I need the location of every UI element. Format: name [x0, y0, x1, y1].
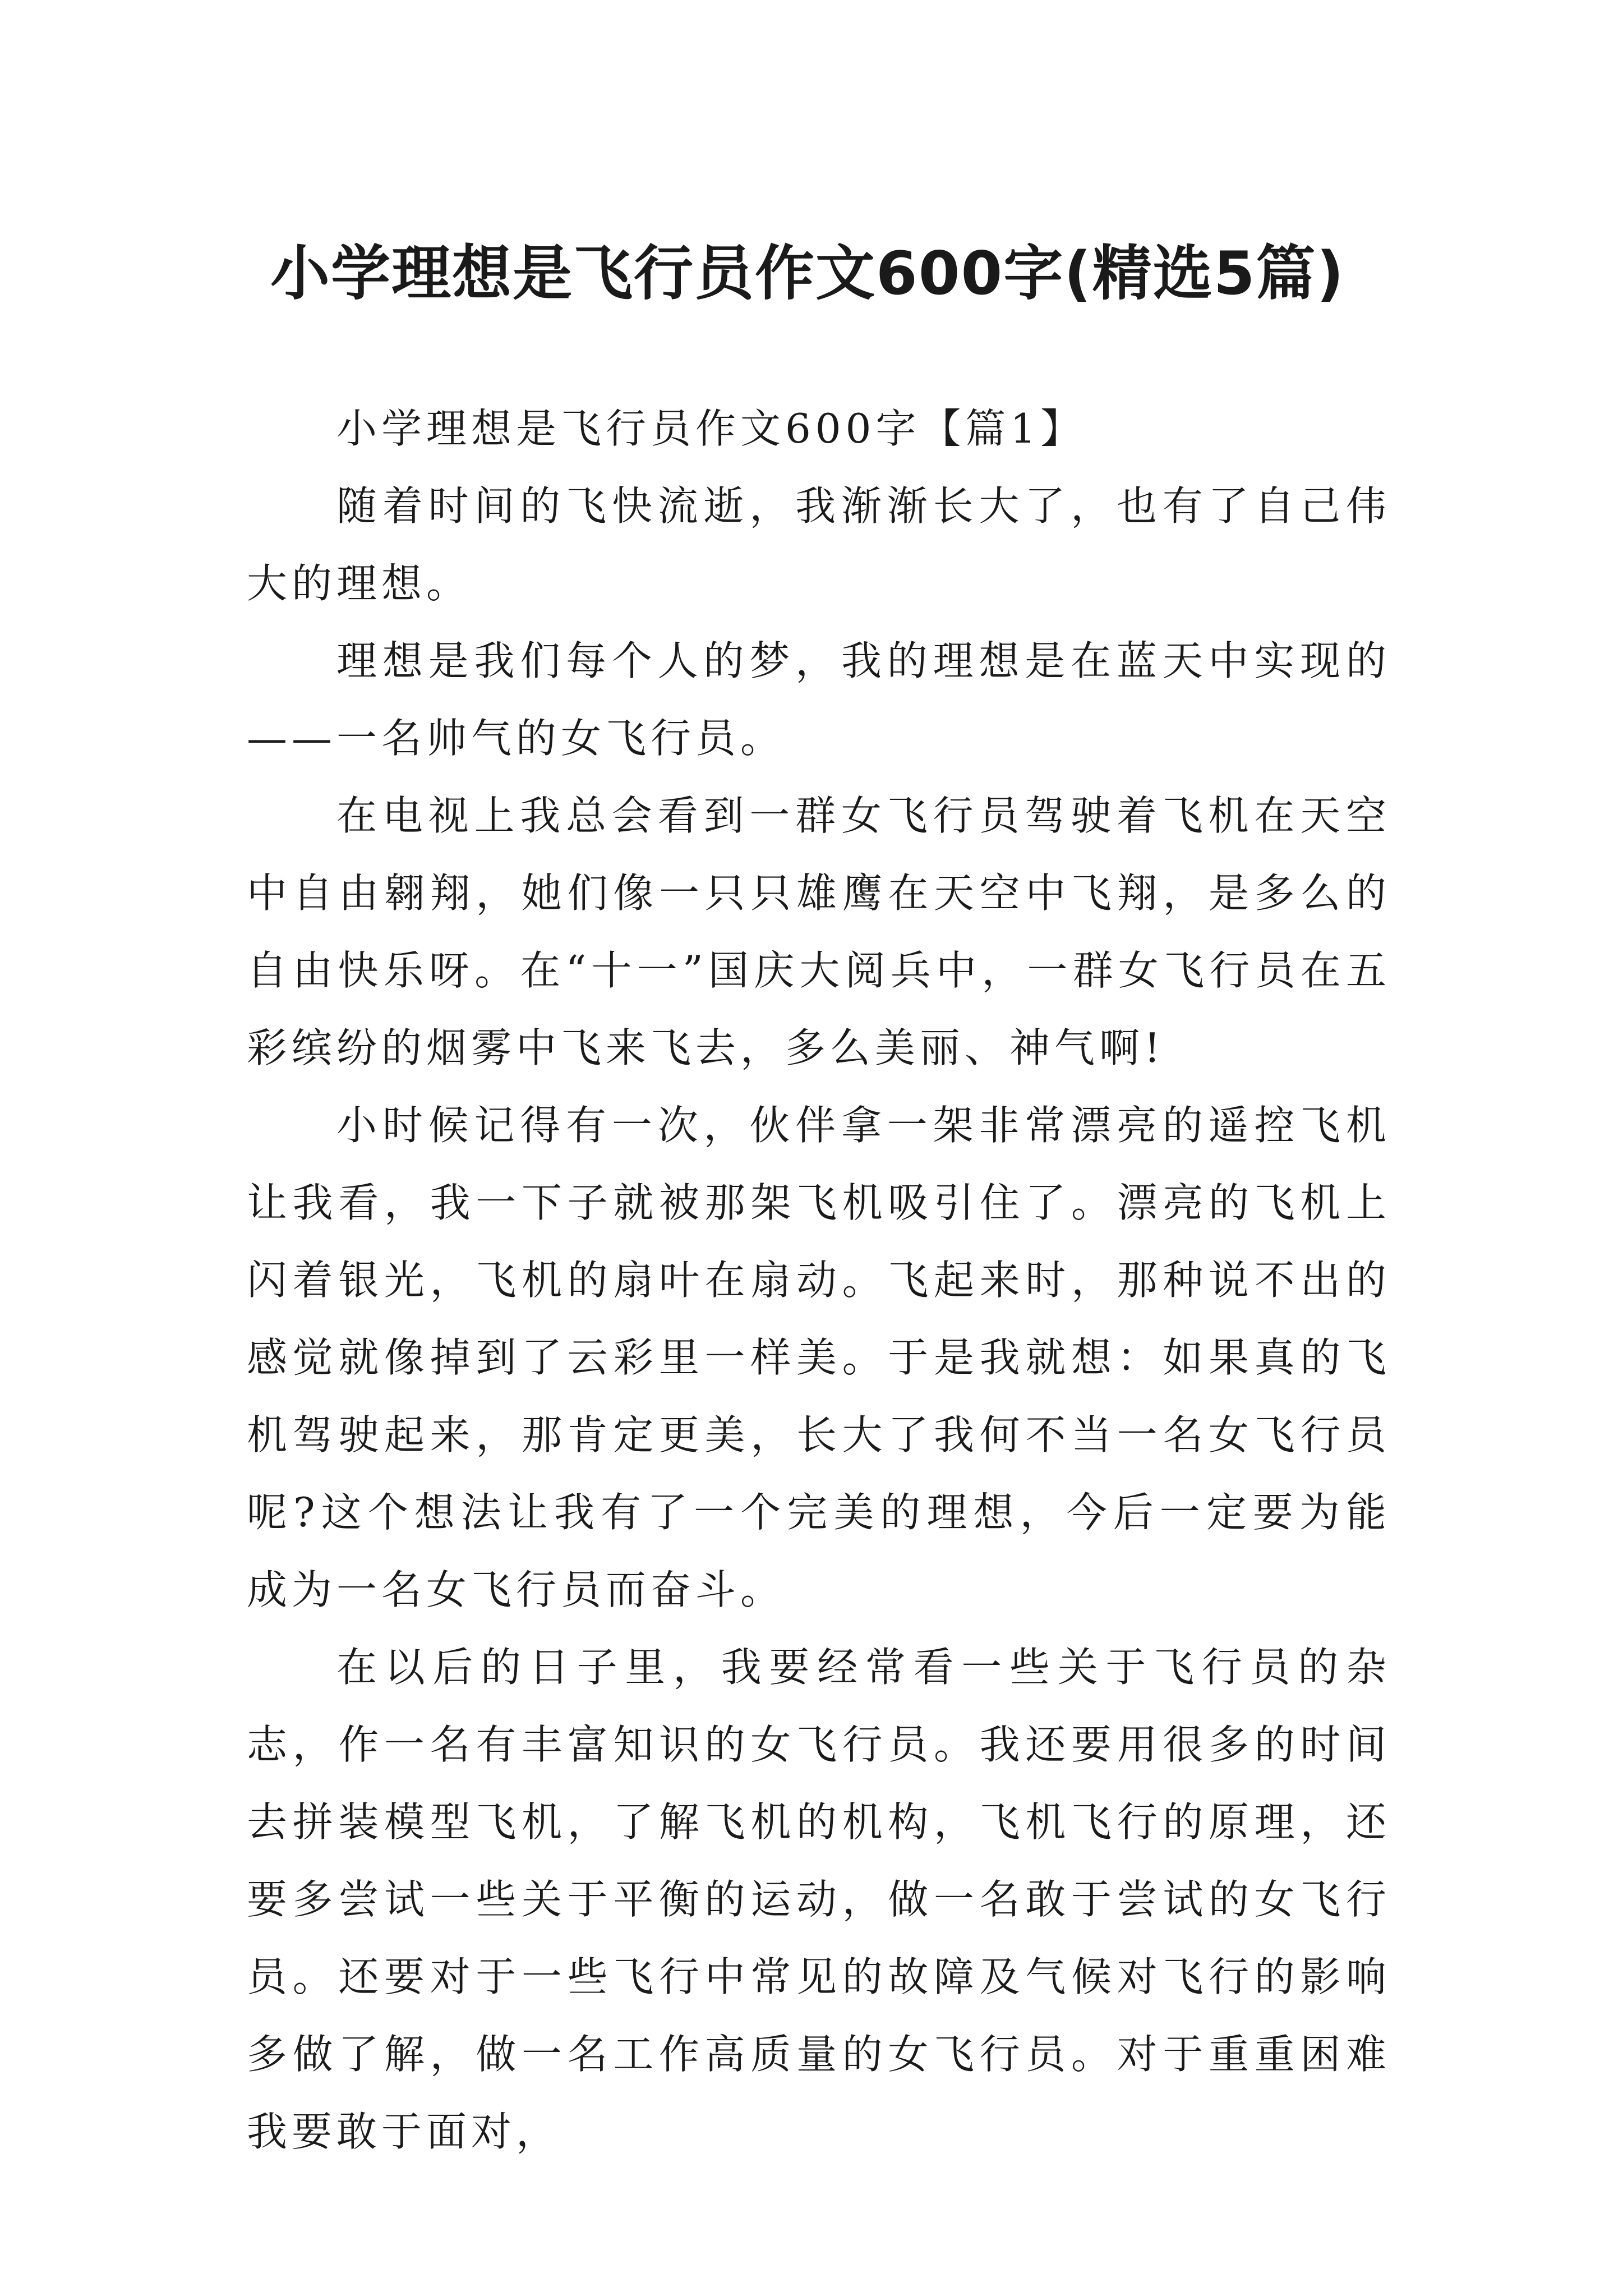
section-heading: 小学理想是飞行员作文600字【篇1】 — [336, 405, 1086, 452]
paragraph: 在以后的日子里，我要经常看一些关于飞行员的杂志，作一名有丰富知识的女飞行员。我还要用很多的时间去拼装模型飞机，了解飞机的机构，飞机飞行的原理，还要多尝试一些关于平衡的运动，做一名敢于尝试的女飞行员。还要对于一些飞行中常见的故障及气候对飞行的影响多做了解，做一名工作高质量的女飞行员。对于重重困难我要敢于面对， — [247, 1644, 1391, 2155]
document-title: 小学理想是飞行员作文600字(精选5篇) — [270, 239, 1345, 309]
paragraph: 理想是我们每个人的梦，我的理想是在蓝天中实现的——一名帅气的女飞行员。 — [247, 637, 1391, 762]
paragraph: 随着时间的飞快流逝，我渐渐长大了，也有了自己伟大的理想。 — [247, 482, 1391, 607]
paragraph: 小时候记得有一次，伙伴拿一架非常漂亮的遥控飞机让我看，我一下子就被那架飞机吸引住了。漂亮的飞机上闪着银光，飞机的扇叶在扇动。飞起来时，那种说不出的感觉就像掉到了云彩里一样美。于是我就想：如果真的飞机驾驶起来，那肯定更美，长大了我何不当一名女飞行员呢?这个想法让我有了一个完美的理想，今后一定要为能成为一名女飞行员而奋斗。 — [247, 1102, 1391, 1613]
document-body — [247, 390, 1391, 2170]
paragraph: 在电视上我总会看到一群女飞行员驾驶着飞机在天空中自由翱翔，她们像一只只雄鹰在天空中飞翔，是多么的自由快乐呀。在“十一”国庆大阅兵中，一群女飞行员在五彩缤纷的烟雾中飞来飞去，多么美丽、神气啊! — [247, 792, 1391, 1071]
